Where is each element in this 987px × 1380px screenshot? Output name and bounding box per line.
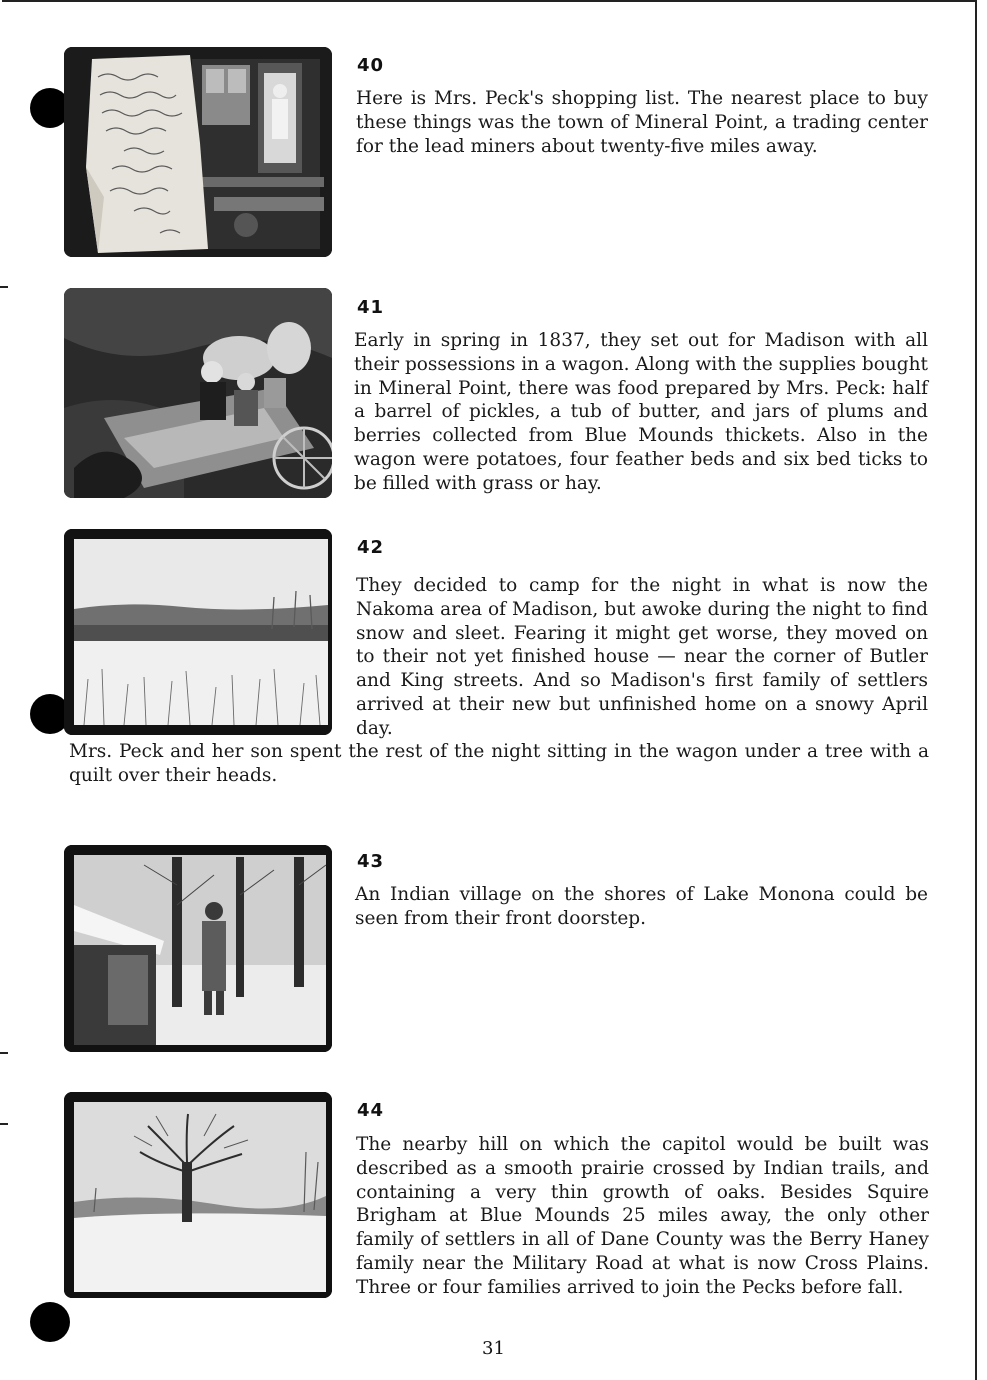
- caption-44: The nearby hill on which the capitol would be built was described as a smooth prairie crossed by Indian trails, and containing a very thin growth of oaks. Besides Squire Brigham at Blue Mounds 25 miles away, the only other family of settlers in all of Dane County was the Berry Haney family near the Military Road at what is now Cross Plains. Three or four families arrived to join the Pecks before fall.: [356, 1134, 929, 1298]
- caption-40: Here is Mrs. Peck's shopping list. The nearest place to buy these things was the town of Mineral Point, a trading center for the lead miners about twenty-five miles away.: [356, 88, 928, 157]
- wagon-illustration: [64, 288, 332, 498]
- indian-village-photo: [64, 845, 332, 1052]
- slide-number-41: 41: [357, 297, 385, 318]
- page-number: 31: [482, 1338, 505, 1359]
- snowy-field-photo: [64, 529, 332, 735]
- slide-42-image: [64, 529, 332, 735]
- slide-44-image: [64, 1092, 332, 1298]
- caption-41: Early in spring in 1837, they set out for Madison with all their possessions in a wagon. Along with the supplies bought in Mineral Point, there was food prepared by Mrs. Peck: half a barrel of pickles, a tub of butter, and jars of plums and berries collected from Blue Mounds thickets. Also in the wagon were potatoes, four feather beds and six bed ticks to be filled with grass or hay.: [354, 330, 928, 494]
- binder-hole-bottom: [30, 1302, 70, 1342]
- slide-number-43: 43: [357, 851, 385, 872]
- edge-mark: [0, 1052, 8, 1054]
- caption-42-continued: Mrs. Peck and her son spent the rest of the night sitting in the wagon under a tree with a quilt over their heads.: [69, 741, 929, 786]
- slide-40-image: [64, 47, 332, 257]
- slide-number-40: 40: [357, 55, 385, 76]
- slide-number-42: 42: [357, 537, 385, 558]
- caption-43: An Indian village on the shores of Lake Monona could be seen from their front doorstep.: [355, 884, 928, 929]
- slide-41-image: [64, 288, 332, 498]
- edge-mark: [0, 1123, 8, 1125]
- shopping-list-illustration: [64, 47, 332, 257]
- capitol-hill-photo: [64, 1092, 332, 1298]
- caption-42: They decided to camp for the night in what is now the Nakoma area of Madison, but awoke during the night to find snow and sleet. Fearing it might get worse, they moved on to their not yet finished house — near the corner of Butler and King streets. And so Madison's first family of settlers arrived at their new but unfinished home on a snowy April day.: [356, 575, 928, 739]
- edge-mark: [0, 286, 8, 288]
- slide-number-44: 44: [357, 1100, 385, 1121]
- slide-43-image: [64, 845, 332, 1052]
